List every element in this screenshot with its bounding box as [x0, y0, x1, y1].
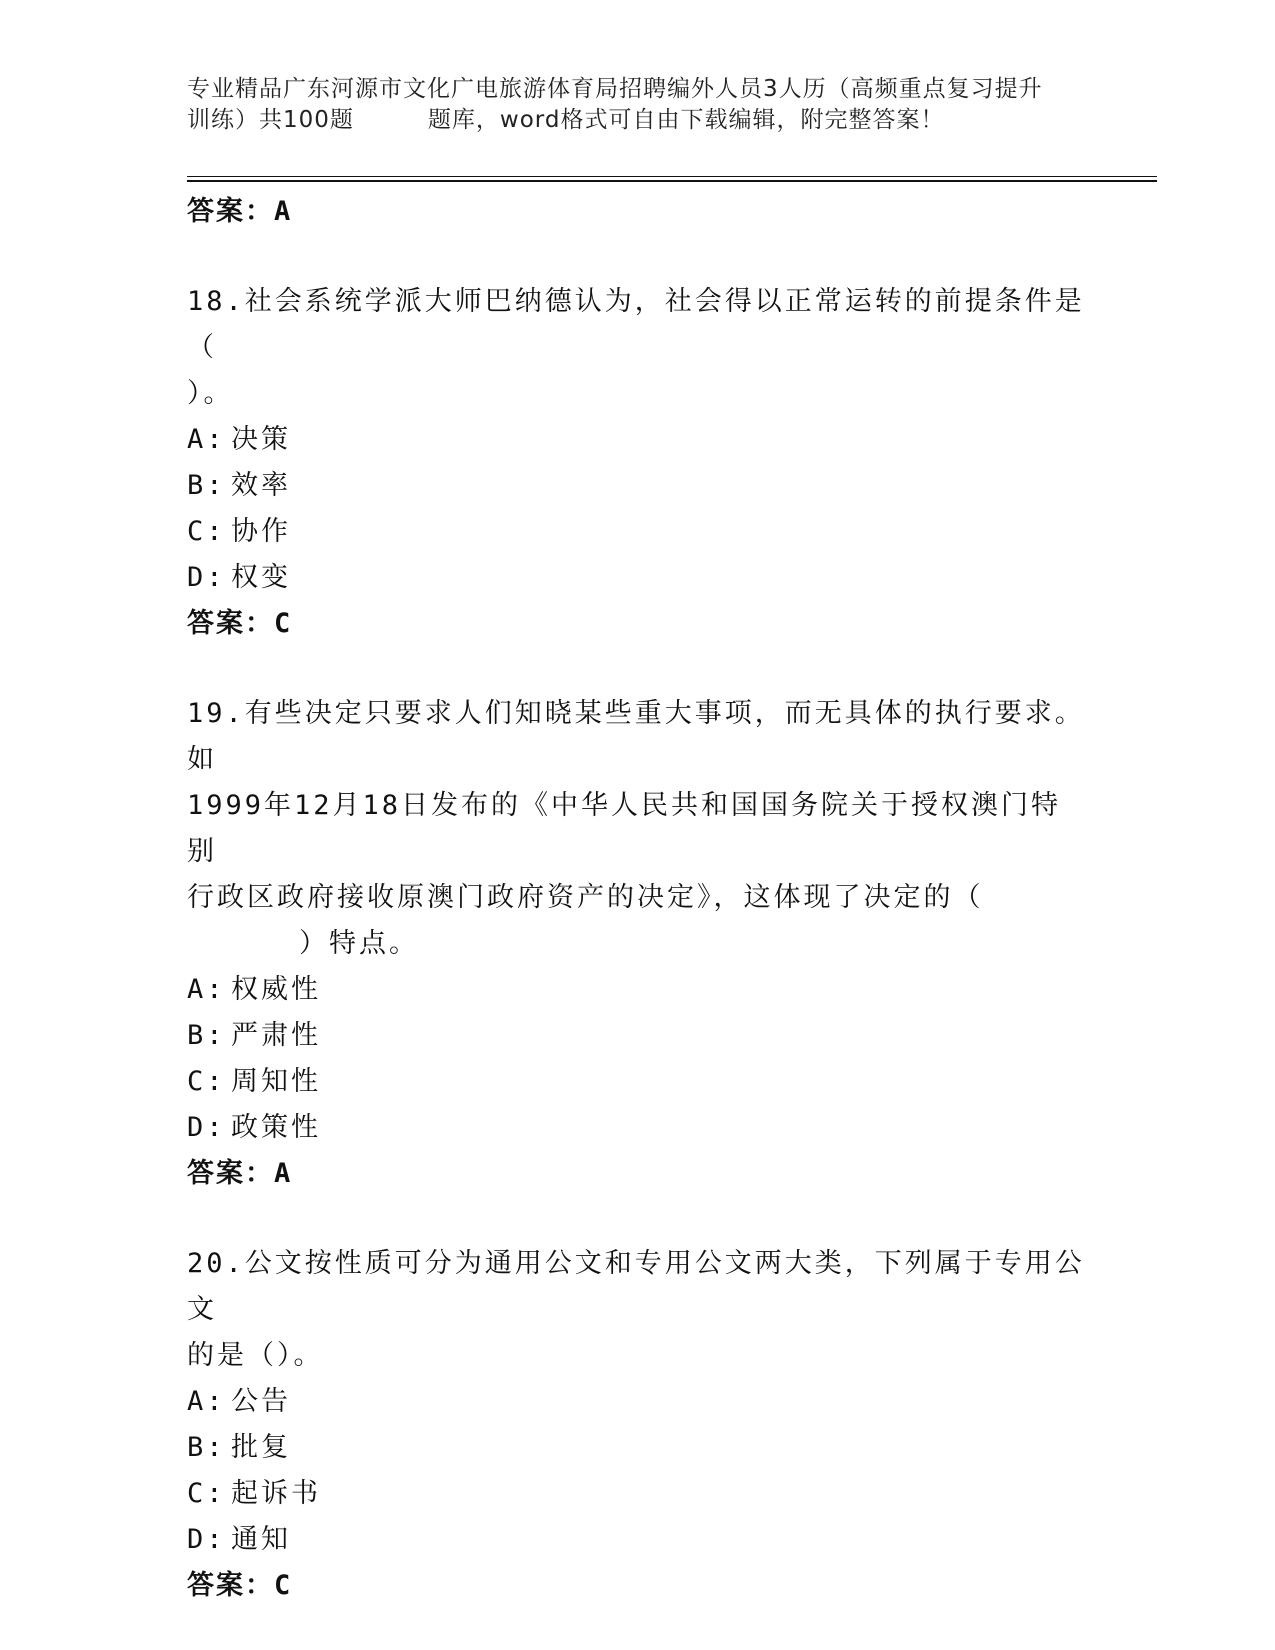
- option-d: [187, 1517, 1087, 1563]
- option-key: B:: [187, 1432, 226, 1463]
- option-key: C:: [187, 516, 226, 547]
- option-text: 严肃性: [231, 1020, 321, 1051]
- answer-label: 答案：: [187, 1158, 274, 1189]
- stem-line: 18.社会系统学派大师巴纳德认为，社会得以正常运转的前提条件是（: [187, 286, 1085, 363]
- option-d: [187, 1105, 1087, 1151]
- option-key: D:: [187, 1524, 226, 1555]
- answer-value: A: [274, 196, 293, 227]
- question-stem: [187, 279, 1087, 417]
- header-divider-thick: [187, 180, 1157, 182]
- answer-value: C: [274, 608, 293, 639]
- option-a: [187, 1379, 1087, 1425]
- answer-value: A: [274, 1158, 293, 1189]
- page-content: [187, 189, 1087, 1609]
- option-text: 协作: [231, 516, 291, 547]
- option-text: 公告: [231, 1386, 291, 1417]
- answer-label: 答案：: [187, 196, 274, 227]
- option-key: C:: [187, 1478, 226, 1509]
- stem-line: ）特点。: [299, 928, 419, 959]
- option-d: [187, 555, 1087, 601]
- option-text: 权变: [231, 562, 291, 593]
- answer-line: [187, 189, 1087, 235]
- option-text: 权威性: [231, 974, 321, 1005]
- header-line-1: 专业精品广东河源市文化广电旅游体育局招聘编外人员3人历（高频重点复习提升: [187, 76, 1043, 102]
- answer-label: 答案：: [187, 608, 274, 639]
- option-key: D:: [187, 562, 226, 593]
- option-c: [187, 1059, 1087, 1105]
- stem-line-indented: [187, 921, 1087, 967]
- stem-line: ）。: [187, 378, 234, 409]
- option-text: 效率: [231, 470, 291, 501]
- option-text: 起诉书: [231, 1478, 321, 1509]
- option-b: [187, 1425, 1087, 1471]
- option-text: 政策性: [231, 1112, 321, 1143]
- option-key: A:: [187, 424, 226, 455]
- header-line-2-right: 题库，word格式可自由下载编辑，附完整答案！: [427, 107, 945, 133]
- answer-value: C: [274, 1570, 293, 1601]
- question-stem: [187, 691, 1087, 967]
- stem-line: 20.公文按性质可分为通用公文和专用公文两大类，下列属于专用公文: [187, 1248, 1085, 1325]
- question-19: [187, 691, 1087, 1197]
- stem-line: 19.有些决定只要求人们知晓某些重大事项，而无具体的执行要求。如: [187, 698, 1085, 775]
- option-b: [187, 463, 1087, 509]
- option-a: [187, 967, 1087, 1013]
- answer-line: [187, 601, 1087, 647]
- document-header: [187, 74, 1087, 136]
- option-a: [187, 417, 1087, 463]
- option-text: 周知性: [231, 1066, 321, 1097]
- option-key: A:: [187, 1386, 226, 1417]
- question-20: [187, 1241, 1087, 1609]
- option-text: 决策: [231, 424, 291, 455]
- option-key: C:: [187, 1066, 226, 1097]
- question-18: [187, 279, 1087, 647]
- option-key: D:: [187, 1112, 226, 1143]
- question-stem: [187, 1241, 1087, 1379]
- option-c: [187, 509, 1087, 555]
- answer-label: 答案：: [187, 1570, 274, 1601]
- header-line-2-left: 训练）共100题: [187, 107, 354, 133]
- stem-line: 的是（）。: [187, 1340, 324, 1371]
- option-key: A:: [187, 974, 226, 1005]
- option-text: 批复: [231, 1432, 291, 1463]
- header-line-2: [187, 105, 1087, 136]
- option-text: 通知: [231, 1524, 291, 1555]
- option-b: [187, 1013, 1087, 1059]
- stem-line: 1999年12月18日发布的《中华人民共和国国务院关于授权澳门特别: [187, 790, 1062, 867]
- option-key: B:: [187, 470, 226, 501]
- answer-line: [187, 1563, 1087, 1609]
- option-key: B:: [187, 1020, 226, 1051]
- answer-line: [187, 1151, 1087, 1197]
- header-divider-thin: [187, 176, 1157, 177]
- stem-line: 行政区政府接收原澳门政府资产的决定》，这体现了决定的（: [187, 882, 984, 913]
- option-c: [187, 1471, 1087, 1517]
